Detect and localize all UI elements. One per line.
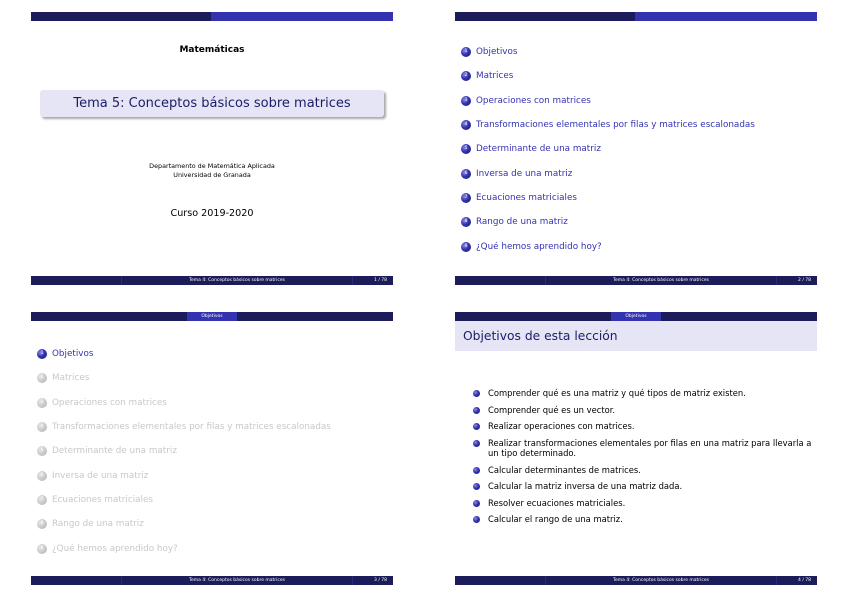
- top-bar: [455, 12, 817, 21]
- toc-item[interactable]: [461, 210, 755, 234]
- university: Universidad de Granada: [173, 171, 251, 179]
- objective-text: Resolver ecuaciones matriciales.: [488, 497, 626, 508]
- footer-bar: [31, 576, 393, 585]
- number-ball-icon: 6: [461, 169, 471, 179]
- toc-item-current[interactable]: [37, 342, 331, 366]
- footer-title: Tema 4: Conceptos básicos sobre matrices: [545, 276, 776, 285]
- number-ball-icon: 7: [461, 193, 471, 203]
- list-item: [473, 465, 813, 476]
- toc-item[interactable]: [37, 366, 331, 390]
- toc-list: [37, 342, 331, 561]
- objective-text: Calcular la matriz inversa de una matriz dada.: [488, 481, 683, 491]
- list-item: [473, 388, 813, 399]
- number-ball-icon: 8: [461, 217, 471, 227]
- toc-label: Inversa de una matriz: [476, 168, 573, 179]
- page-number: 4 / 78: [776, 576, 817, 585]
- bullet-ball-icon: [473, 390, 480, 397]
- list-item: [473, 514, 813, 525]
- toc-item[interactable]: [461, 89, 755, 113]
- toc-label: ¿Qué hemos aprendido hoy?: [52, 543, 178, 554]
- institution: [31, 162, 393, 180]
- department: Departamento de Matemática Aplicada: [149, 162, 275, 170]
- section-label: Objetivos: [187, 312, 236, 321]
- number-ball-icon: 7: [37, 495, 47, 505]
- frame-title: Objetivos de esta lección: [455, 321, 817, 351]
- list-item: [473, 481, 813, 492]
- section-bar: [455, 312, 817, 321]
- number-ball-icon: 9: [461, 242, 471, 252]
- toc-label: Determinante de una matriz: [476, 144, 601, 155]
- page-number: 3 / 78: [352, 576, 393, 585]
- number-ball-icon: 4: [37, 422, 47, 432]
- number-ball-icon: 2: [461, 71, 471, 81]
- number-ball-icon: 5: [461, 144, 471, 154]
- bullet-ball-icon: [473, 423, 480, 430]
- toc-item[interactable]: [37, 391, 331, 415]
- toc-label: Operaciones con matrices: [52, 397, 167, 408]
- toc-label: Matrices: [476, 71, 514, 82]
- toc-item[interactable]: [37, 439, 331, 463]
- toc-label: Objetivos: [52, 349, 94, 360]
- toc-item[interactable]: [461, 186, 755, 210]
- toc-item[interactable]: [37, 415, 331, 439]
- toc-item[interactable]: [461, 137, 755, 161]
- toc-list: [461, 40, 755, 259]
- footer-title: Tema 4: Conceptos básicos sobre matrices: [545, 576, 776, 585]
- toc-label: Rango de una matriz: [52, 519, 144, 530]
- toc-item[interactable]: [37, 488, 331, 512]
- footer-bar: [455, 276, 817, 285]
- toc-label: Inversa de una matriz: [52, 470, 149, 481]
- number-ball-icon: 2: [37, 373, 47, 383]
- list-item: [473, 498, 813, 509]
- bullet-ball-icon: [473, 440, 480, 447]
- bullet-ball-icon: [473, 516, 480, 523]
- top-bar: [31, 12, 393, 21]
- number-ball-icon: 1: [461, 47, 471, 57]
- slide-title: [31, 12, 393, 285]
- objective-text: Realizar operaciones con matrices.: [488, 421, 635, 431]
- course-label: Curso 2019-2020: [170, 208, 254, 219]
- objective-text: Realizar transformaciones elementales por filas en una matriz para llevarla a un tipo determinado.: [488, 437, 812, 458]
- toc-item[interactable]: [461, 113, 755, 137]
- toc-label: Transformaciones elementales por filas y matrices escalonadas: [52, 422, 331, 433]
- bullet-ball-icon: [473, 407, 480, 414]
- page-number: 1 / 78: [352, 276, 393, 285]
- toc-item[interactable]: [37, 512, 331, 536]
- number-ball-icon: 8: [37, 519, 47, 529]
- toc-label: Ecuaciones matriciales: [52, 494, 153, 505]
- slide-toc: [455, 12, 817, 285]
- toc-item[interactable]: [461, 40, 755, 64]
- toc-label: Ecuaciones matriciales: [476, 192, 577, 203]
- bullet-ball-icon: [473, 500, 480, 507]
- toc-item[interactable]: [461, 234, 755, 258]
- toc-item[interactable]: [37, 536, 331, 560]
- list-item: [473, 421, 813, 432]
- toc-item[interactable]: [461, 64, 755, 88]
- toc-item[interactable]: [461, 161, 755, 185]
- slide-section-toc: [31, 312, 393, 585]
- objective-text: Calcular determinantes de matrices.: [488, 464, 641, 475]
- bullet-ball-icon: [473, 467, 480, 474]
- toc-label: Objetivos: [476, 47, 518, 58]
- objective-text: Comprender qué es un vector.: [488, 404, 616, 415]
- bullet-ball-icon: [473, 483, 480, 490]
- footer-title: Tema 4: Conceptos básicos sobre matrices: [121, 276, 352, 285]
- number-ball-icon: 1: [37, 349, 47, 359]
- objectives-list: [473, 388, 813, 531]
- footer-title: Tema 4: Conceptos básicos sobre matrices: [121, 576, 352, 585]
- title-box: Tema 5: Conceptos básicos sobre matrices: [40, 90, 384, 117]
- toc-label: Rango de una matriz: [476, 217, 568, 228]
- section-bar: [31, 312, 393, 321]
- footer-bar: [31, 276, 393, 285]
- footer-bar: [455, 576, 817, 585]
- objective-text: Calcular el rango de una matriz.: [488, 514, 623, 524]
- section-label: Objetivos: [611, 312, 660, 321]
- number-ball-icon: 3: [461, 96, 471, 106]
- subject-label: Matemáticas: [179, 45, 245, 55]
- number-ball-icon: 3: [37, 398, 47, 408]
- list-item: [473, 438, 813, 459]
- toc-label: Transformaciones elementales por filas y matrices escalonadas: [476, 120, 755, 131]
- toc-label: Determinante de una matriz: [52, 446, 177, 457]
- toc-label: ¿Qué hemos aprendido hoy?: [476, 241, 602, 252]
- number-ball-icon: 9: [37, 544, 47, 554]
- objective-text: Comprender qué es una matriz y qué tipos de matriz existen.: [488, 388, 746, 398]
- number-ball-icon: 6: [37, 471, 47, 481]
- number-ball-icon: 4: [461, 120, 471, 130]
- toc-label: Operaciones con matrices: [476, 95, 591, 106]
- toc-label: Matrices: [52, 373, 90, 384]
- slide-objectives: [455, 312, 817, 585]
- list-item: [473, 405, 813, 416]
- page-number: 2 / 78: [776, 276, 817, 285]
- number-ball-icon: 5: [37, 446, 47, 456]
- toc-item[interactable]: [37, 463, 331, 487]
